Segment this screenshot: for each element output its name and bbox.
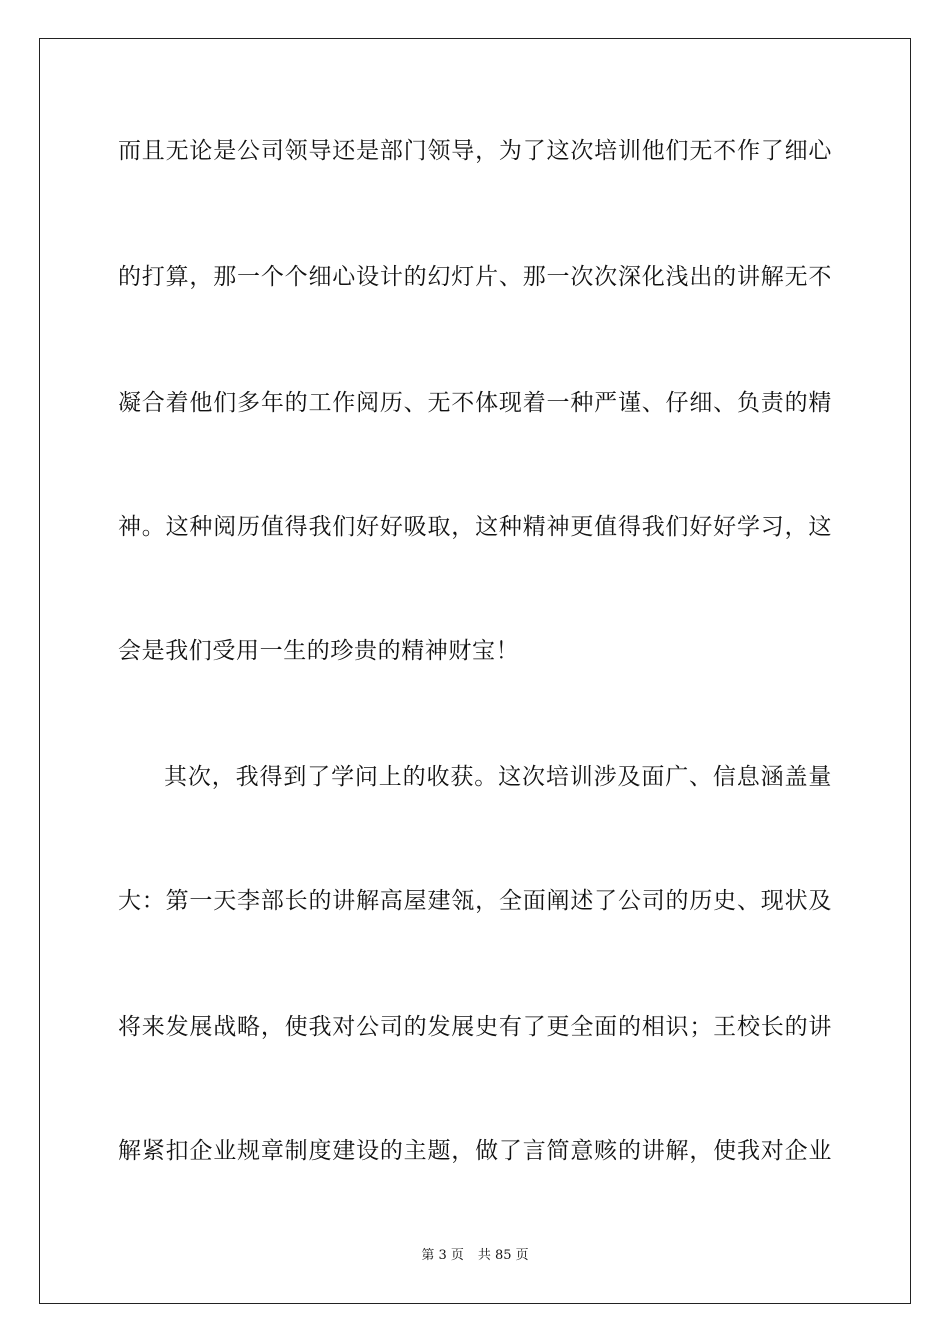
paragraph-line: 大：第一天李部长的讲解高屋建瓴，全面阐述了公司的历史、现状及 <box>118 888 832 914</box>
page-footer <box>0 1247 950 1265</box>
page-border <box>39 38 911 1304</box>
paragraph-line: 而且无论是公司领导还是部门领导，为了这次培训他们无不作了细心 <box>118 138 832 164</box>
paragraph-line: 会是我们受用一生的珍贵的精神财宝！ <box>118 638 520 664</box>
paragraph-line: 神。这种阅历值得我们好好吸取，这种精神更值得我们好好学习，这 <box>118 514 832 540</box>
paragraph-line: 解紧扣企业规章制度建设的主题，做了言简意赅的讲解，使我对企业 <box>118 1138 832 1164</box>
paragraph-line: 将来发展战略，使我对公司的发展史有了更全面的相识；王校长的讲 <box>118 1014 832 1040</box>
paragraph-line: 凝合着他们多年的工作阅历、无不体现着一种严谨、仔细、负责的精 <box>118 390 832 416</box>
total-pages: 共 85 页 <box>477 1248 529 1263</box>
page-number: 第 3 页 <box>421 1248 464 1263</box>
paragraph-line: 其次，我得到了学问上的收获。这次培训涉及面广、信息涵盖量 <box>164 764 832 790</box>
paragraph-line: 的打算，那一个个细心设计的幻灯片、那一次次深化浅出的讲解无不 <box>118 264 832 290</box>
